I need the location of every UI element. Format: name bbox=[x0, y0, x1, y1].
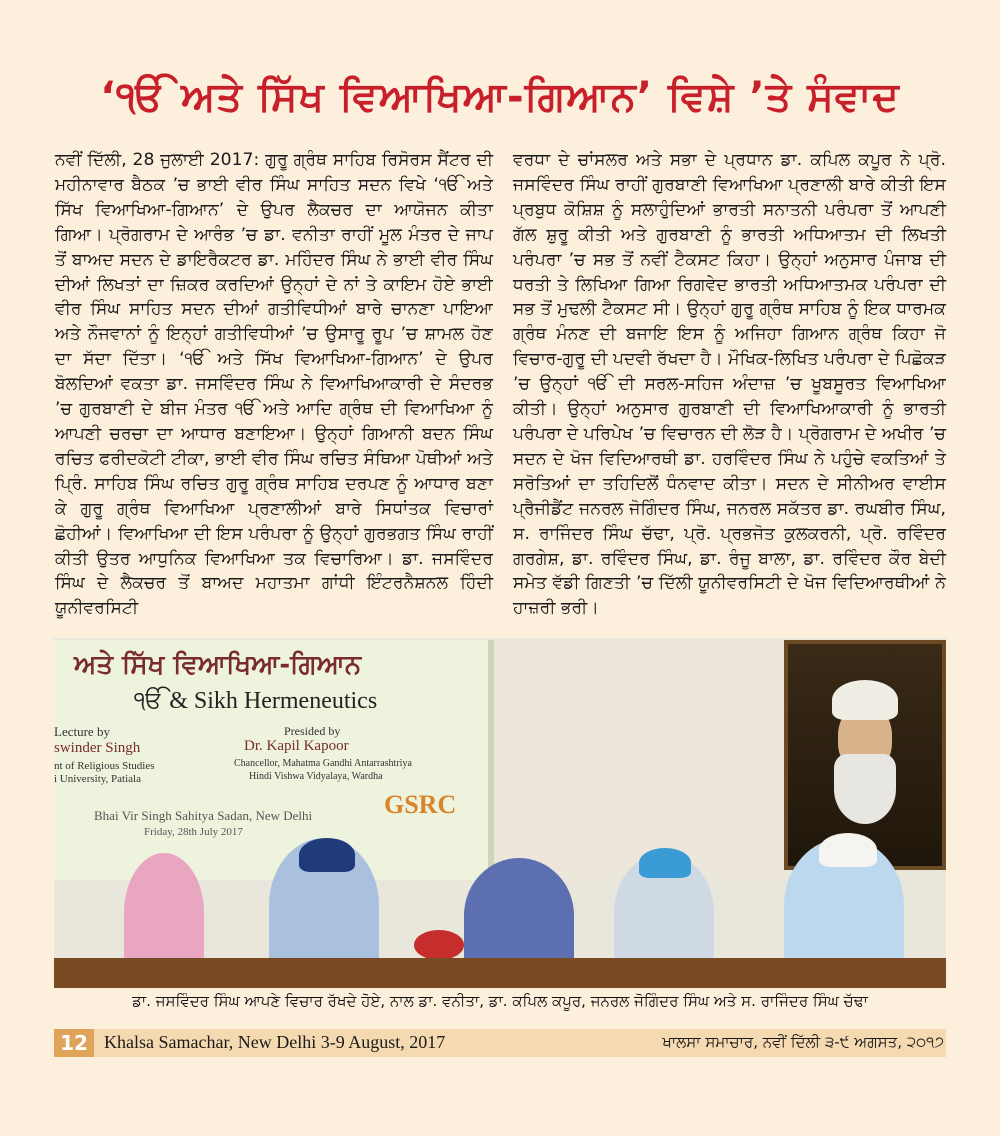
footer-publication-english: Khalsa Samachar, New Delhi 3-9 August, 2017 bbox=[104, 1032, 446, 1052]
article-column-right: ਵਰਧਾ ਦੇ ਚਾਂਸਲਰ ਅਤੇ ਸਭਾ ਦੇ ਪ੍ਰਧਾਨ ਡਾ. ਕਪਿਲ ਕਪੂਰ ਨੇ ਪ੍ਰੋ. ਜਸਵਿੰਦਰ ਸਿੰਘ ਰਾਹੀਂ ਗੁਰਬਾਣੀ ਵਿਆਖਿਆ ਪ੍ਰਣਾਲੀ ਬਾਰੇ ਕੀਤੀ ਇਸ ਪ੍ਰਬੁਧ ਕੋਸ਼ਿਸ਼ ਨੂੰ ਸਲਾਹੁੰਦਿਆਂ ਭਾਰਤੀ ਸਨਾਤਨੀ ਪਰੰਪਰਾ ਤੋਂ ਆਪਣੀ ਗੱਲ ਸ਼ੁਰੂ ਕੀਤੀ ਅਤੇ ਗੁਰਬਾਣੀ ਨੂੰ ਭਾਰਤੀ ਅਧਿਆਤਮ ਦੀ ਲਿਖਤੀ ਪਰੰਪਰਾ ’ਚ ਸਭ ਤੋਂ ਨਵੀਂ ਟੈਕਸਟ ਕਿਹਾ। ਉਨ੍ਹਾਂ ਅਨੁਸਾਰ ਪੰਜਾਬ ਦੀ ਧਰਤੀ ਤੇ ਲਿਖਿਆ ਗਿਆ ਰਿਗਵੇਦ ਭਾਰਤੀ ਅਧਿਆਤਮਕ ਪਰੰਪਰਾ ਦੀ ਸਭ ਤੋਂ ਮੁਢਲੀ ਟੈਕਸਟ ਸੀ। ਉਨ੍ਹਾਂ ਗੁਰੂ ਗ੍ਰੰਥ ਸਾਹਿਬ ਨੂੰ ਇਕ ਧਾਰਮਕ ਗ੍ਰੰਥ ਮੰਨਣ ਦੀ ਬਜਾਇ ਇਸ ਨੂੰ ਅਜਿਹਾ ਗਿਆਨ ਗ੍ਰੰਥ ਕਿਹਾ ਜੋ ਵਿਚਾਰ-ਗੁਰੂ ਦੀ ਪਦਵੀ ਰੱਖਦਾ ਹੈ। ਮੌਖਿਕ-ਲਿਖਿਤ ਪਰੰਪਰਾ ਦੇ ਪਿਛੋਕੜ ’ਚ ਉਨ੍ਹਾਂ ੴ ਦੀ ਸਰਲ-ਸਹਿਜ ਅੰਦਾਜ਼ ’ਚ ਖੂਬਸੂਰਤ ਵਿਆਖਿਆ ਕੀਤੀ। ਉਨ੍ਹਾਂ ਅਨੁਸਾਰ ਗੁਰਬਾਣੀ ਦੀ ਵਿਆਖਿਆਕਾਰੀ ਨੂੰ ਭਾਰਤੀ ਪਰੰਪਰਾ ਦੇ ਪਰਿਪੇਖ ’ਚ ਵਿਚਾਰਨ ਦੀ ਲੋੜ ਹੈ। ਪ੍ਰੋਗਰਾਮ ਦੇ ਅਖੀਰ ’ਚ ਸਦਨ ਦੇ ਖੋਜ ਵਿਦਿਆਰਥੀ ਡਾ. ਹਰਵਿੰਦਰ ਸਿੰਘ ਨੇ ਪਹੁੰਚੇ ਵਕਤਿਆਂ ਤੇ ਸਰੋਤਿਆਂ ਦਾ ਤਹਿਦਿਲੋਂ ਧੰਨਵਾਦ ਕੀਤਾ। ਸਦਨ ਦੇ ਸੀਨੀਅਰ ਵਾਈਸ ਪ੍ਰੈਜੀਡੈਂਟ ਜਨਰਲ ਜੋਗਿੰਦਰ ਸਿੰਘ, ਜਨਰਲ ਸਕੱਤਰ ਡਾ. ਰਘਬੀਰ ਸਿੰਘ, ਸ. ਰਾਜਿੰਦਰ ਸਿੰਘ ਚੱਢਾ, ਪ੍ਰੋ. ਪ੍ਰਭਜੋਤ ਕੁਲਕਰਨੀ, ਪ੍ਰੋ. ਰਵਿੰਦਰ ਗਰਗੇਸ਼, ਡਾ. ਰਵਿੰਦਰ ਸਿੰਘ, ਡਾ. ਰੰਜੂ ਬਾਲਾ, ਡਾ. ਰਵਿੰਦਰ ਕੌਰ ਬੇਦੀ ਸਮੇਤ ਵੱਡੀ ਗਿਣਤੀ ’ਚ ਦਿੱਲੀ ਯੂਨੀਵਰਸਿਟੀ ਦੇ ਖੋਜ ਵਿਦਿਆਰਥੀਆਂ ਨੇ ਹਾਜ਼ਰੀ ਭਰੀ। bbox=[513, 150, 946, 619]
presided-label: Presided by bbox=[284, 724, 341, 738]
presider-name: Dr. Kapil Kapoor bbox=[244, 738, 349, 754]
conference-table bbox=[54, 958, 946, 988]
photo-caption: ਡਾ. ਜਸਵਿੰਦਰ ਸਿੰਘ ਆਪਣੇ ਵਿਚਾਰ ਰੱਖਦੇ ਹੋਏ, ਨਾਲ ਡਾ. ਵਨੀਤਾ, ਡਾ. ਕਪਿਲ ਕਪੂਰ, ਜਨਰਲ ਜੋਗਿੰਦਰ ਸਿੰਘ ਅਤੇ ਸ. ਰਾਜਿੰਦਰ ਸਿੰਘ ਚੱਢਾ bbox=[132, 992, 868, 1010]
wall bbox=[494, 638, 784, 878]
banner-title: ਅਤੇ ਸਿੱਖ ਵਿਆਖਿਆ-ਗਿਆਨ bbox=[74, 650, 362, 680]
article-headline: ‘ੴ ਅਤੇ ਸਿੱਖ ਵਿਆਖਿਆ-ਗਿਆਨ’ ਵਿਸ਼ੇ ’ਤੇ ਸੰਵਾਦ bbox=[100, 74, 900, 120]
presider-role: Chancellor, Mahatma Gandhi Antarrashtriya bbox=[234, 758, 412, 769]
speaker-turban bbox=[299, 838, 355, 872]
gsrc-logo: GSRC bbox=[384, 790, 457, 819]
footer-publication-punjabi: ਖਾਲਸਾ ਸਮਾਚਾਰ, ਨਵੀਂ ਦਿੱਲੀ ੩-੯ ਅਗਸਤ, ੨੦੧੭ bbox=[662, 1033, 944, 1051]
lecturer-name: swinder Singh bbox=[54, 740, 141, 756]
event-photo bbox=[54, 638, 946, 988]
page-number: 12 bbox=[54, 1029, 94, 1057]
portrait-turban bbox=[832, 680, 898, 720]
portrait-beard bbox=[834, 754, 896, 824]
event-banner bbox=[54, 640, 494, 880]
presider-univ: Hindi Vishwa Vidyalaya, Wardha bbox=[249, 771, 383, 782]
general-turban bbox=[639, 848, 691, 878]
person-woman bbox=[124, 853, 204, 973]
lecture-by-label: Lecture by bbox=[54, 724, 110, 739]
person-presider bbox=[464, 858, 574, 973]
lecturer-univ: i University, Patiala bbox=[54, 773, 141, 785]
banner-subtitle: ੴ & Sikh Hermeneutics bbox=[134, 688, 378, 714]
flower-bouquet bbox=[414, 930, 464, 960]
lecturer-dept: nt of Religious Studies bbox=[54, 760, 155, 772]
article-column-left: ਨਵੀਂ ਦਿੱਲੀ, 28 ਜੁਲਾਈ 2017: ਗੁਰੂ ਗ੍ਰੰਥ ਸਾਹਿਬ ਰਿਸੋਰਸ ਸੈਂਟਰ ਦੀ ਮਹੀਨਾਵਾਰ ਬੈਠਕ ’ਚ ਭਾਈ ਵੀਰ ਸਿੰਘ ਸਾਹਿਤ ਸਦਨ ਵਿਖੇ ‘ੴ ਅਤੇ ਸਿੱਖ ਵਿਆਖਿਆ-ਗਿਆਨ’ ਦੇ ਉਪਰ ਲੈਕਚਰ ਦਾ ਆਯੋਜਨ ਕੀਤਾ ਗਿਆ। ਪ੍ਰੋਗਰਾਮ ਦੇ ਆਰੰਭ ’ਚ ਡਾ. ਵਨੀਤਾ ਰਾਹੀਂ ਮੂਲ ਮੰਤਰ ਦੇ ਜਾਪ ਤੋਂ ਬਾਅਦ ਸਦਨ ਦੇ ਡਾਇਰੈਕਟਰ ਡਾ. ਮਹਿੰਦਰ ਸਿੰਘ ਨੇ ਭਾਈ ਵੀਰ ਸਿੰਘ ਦੀਆਂ ਲਿਖਤਾਂ ਦਾ ਜ਼ਿਕਰ ਕਰਦਿਆਂ ਉਨ੍ਹਾਂ ਦੇ ਨਾਂ ਤੇ ਕਾਇਮ ਹੋਏ ਭਾਈ ਵੀਰ ਸਿੰਘ ਸਾਹਿਤ ਸਦਨ ਦੀਆਂ ਗਤੀਵਿਧੀਆਂ ਬਾਰੇ ਚਾਨਣਾ ਪਾਇਆ ਅਤੇ ਨੌਜਵਾਨਾਂ ਨੂੰ ਇਨ੍ਹਾਂ ਗਤੀਵਿਧੀਆਂ ’ਚ ਉਸਾਰੂ ਰੂਪ ’ਚ ਸ਼ਾਮਲ ਹੋਣ ਦਾ ਸੱਦਾ ਦਿੱਤਾ। ‘ੴ ਅਤੇ ਸਿੱਖ ਵਿਆਖਿਆ-ਗਿਆਨ’ ਦੇ ਉਪਰ ਬੋਲਦਿਆਂ ਵਕਤਾ ਡਾ. ਜਸਵਿੰਦਰ ਸਿੰਘ ਨੇ ਵਿਆਖਿਆਕਾਰੀ ਦੇ ਸੰਦਰਭ ’ਚ ਗੁਰਬਾਣੀ ਦੇ ਬੀਜ ਮੰਤਰ ੴ ਅਤੇ ਆਦਿ ਗ੍ਰੰਥ ਦੀ ਵਿਆਖਿਆ ਨੂੰ ਆਪਣੀ ਚਰਚਾ ਦਾ ਆਧਾਰ ਬਣਾਇਆ। ਉਨ੍ਹਾਂ ਗਿਆਨੀ ਬਦਨ ਸਿੰਘ ਰਚਿਤ ਫਰੀਦਕੋਟੀ ਟੀਕਾ, ਭਾਈ ਵੀਰ ਸਿੰਘ ਰਚਿਤ ਸੰਥਿਆ ਪੋਥੀਆਂ ਅਤੇ ਪ੍ਰਿੰ. ਸਾਹਿਬ ਸਿੰਘ ਰਚਿਤ ਗੁਰੂ ਗ੍ਰੰਥ ਸਾਹਿਬ ਦਰਪਣ ਨੂੰ ਆਧਾਰ ਬਣਾ ਕੇ ਗੁਰੂ ਗ੍ਰੰਥ ਵਿਆਖਿਆ ਪ੍ਰਣਾਲੀਆਂ ਬਾਰੇ ਸਿਧਾਂਤਕ ਵਿਚਾਰਾਂ ਛੋਹੀਆਂ। ਵਿਆਖਿਆ ਦੀ ਇਸ ਪਰੰਪਰਾ ਨੂੰ ਉਨ੍ਹਾਂ ਗੁਰਭਗਤ ਸਿੰਘ ਰਾਹੀਂ ਕੀਤੀ ਉਤਰ ਆਧੁਨਿਕ ਵਿਆਖਿਆ ਤਕ ਵਿਚਾਰਿਆ। ਡਾ. ਜਸਵਿੰਦਰ ਸਿੰਘ ਦੇ ਲੈਕਚਰ ਤੋਂ ਬਾਅਦ ਮਹਾਤਮਾ ਗਾਂਧੀ ਇੰਟਰਨੈਸ਼ਨਲ ਹਿੰਦੀ ਯੂਨੀਵਰਸਿਟੀ bbox=[55, 150, 493, 619]
date-text: Friday, 28th July 2017 bbox=[144, 826, 243, 838]
chadha-turban bbox=[819, 833, 877, 867]
venue-text: Bhai Vir Singh Sahitya Sadan, New Delhi bbox=[94, 808, 313, 823]
